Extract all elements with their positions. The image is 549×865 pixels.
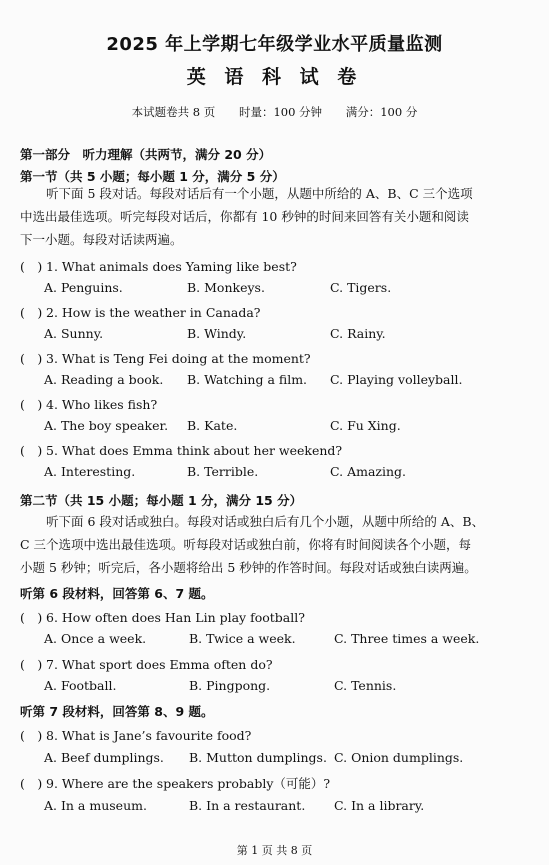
answer-blank[interactable]: ( ) [20,305,43,320]
option-b: B. Mutton dumplings. [189,750,327,765]
option-a: A. Once a week. [44,631,147,646]
instruction-line: C 三个选项中选出最佳选项。听每段对话或独白前，你将有时间阅读各个小题，每 [20,537,472,552]
option-a: A. In a museum. [44,798,147,813]
answer-blank[interactable]: ( ) [20,397,43,412]
option-a: A. Beef dumplings. [44,750,164,765]
question-7: ( ) 7. What sport does Emma often do? [20,657,273,672]
instruction-line: 中选出最佳选项。听完每段对话后，你都有 10 秒钟的时间来回答有关小题和阅读 [20,209,469,224]
section1-instructions [20,182,532,251]
option-b: B. Kate. [187,418,238,433]
question-8: ( ) 8. What is Jane’s favourite food? [20,728,252,743]
page-footer: 第 1 页 共 8 页 [236,844,313,857]
answer-blank[interactable]: ( ) [20,610,43,625]
section2-instructions [20,510,532,579]
section2-heading: 第二节（共 15 小题；每小题 1 分，满分 15 分） [20,493,303,508]
option-a: A. The boy speaker. [44,418,169,433]
section1-heading: 第一节（共 5 小题；每小题 1 分，满分 5 分） [20,169,285,184]
question-6: ( ) 6. How often does Han Lin play football? [20,610,305,625]
answer-blank[interactable]: ( ) [20,776,43,791]
option-c: C. Tigers. [330,280,392,295]
option-c: C. In a library. [334,798,425,813]
question-2: ( ) 2. How is the weather in Canada? [20,305,261,320]
page-count: 本试题卷共 8 页 [131,105,216,119]
option-a: A. Football. [44,678,117,693]
option-b: B. Twice a week. [189,631,296,646]
question-5: ( ) 5. What does Emma think about her weekend? [20,443,343,458]
option-b: B. Monkeys. [187,280,265,295]
answer-blank[interactable]: ( ) [20,443,43,458]
full-score: 满分：100 分 [345,105,418,119]
option-b: B. Windy. [187,326,247,341]
option-c: C. Three times a week. [334,631,480,646]
option-b: B. In a restaurant. [189,798,306,813]
answer-blank[interactable]: ( ) [20,351,43,366]
instruction-line: 小题 5 秒钟；听完后，各小题将给出 5 秒钟的作答时间。每段对话或独白读两遍。 [20,560,477,575]
option-c: C. Fu Xing. [330,418,401,433]
exam-title: 2025 年上学期七年级学业水平质量监测 [106,34,443,55]
answer-blank[interactable]: ( ) [20,657,43,672]
option-c: C. Onion dumplings. [334,750,464,765]
option-a: A. Sunny. [44,326,104,341]
option-c: C. Amazing. [330,464,407,479]
option-b: B. Pingpong. [189,678,271,693]
option-a: A. Penguins. [44,280,123,295]
question-9: ( ) 9. Where are the speakers probably（可能）? [20,776,331,791]
answer-blank[interactable]: ( ) [20,728,43,743]
material-7-heading: 听第 7 段材料，回答第 8、9 题。 [20,704,214,719]
option-c: C. Rainy. [330,326,386,341]
instruction-line: 下一小题。每段对话读两遍。 [20,232,183,247]
exam-info [0,104,549,120]
material-6-heading: 听第 6 段材料，回答第 6、7 题。 [20,586,214,601]
part1-heading: 第一部分 听力理解（共两节，满分 20 分） [20,147,272,162]
instruction-line: 听下面 5 段对话。每段对话后有一个小题，从题中所给的 A、B、C 三个选项 [46,186,473,201]
option-b: B. Watching a film. [187,372,308,387]
time-limit: 时量：100 分钟 [238,105,323,119]
instruction-line: 听下面 6 段对话或独白。每段对话或独白后有几个小题，从题中所给的 A、B、 [46,514,485,529]
exam-subject: 英 语 科 试 卷 [186,66,363,88]
option-c: C. Playing volleyball. [330,372,463,387]
option-a: A. Reading a book. [44,372,164,387]
question-4: ( ) 4. Who likes fish? [20,397,158,412]
question-3: ( ) 3. What is Teng Fei doing at the moment? [20,351,311,366]
question-1: ( ) 1. What animals does Yaming like best? [20,259,297,274]
answer-blank[interactable]: ( ) [20,259,43,274]
option-c: C. Tennis. [334,678,397,693]
option-b: B. Terrible. [187,464,259,479]
option-a: A. Interesting. [44,464,136,479]
